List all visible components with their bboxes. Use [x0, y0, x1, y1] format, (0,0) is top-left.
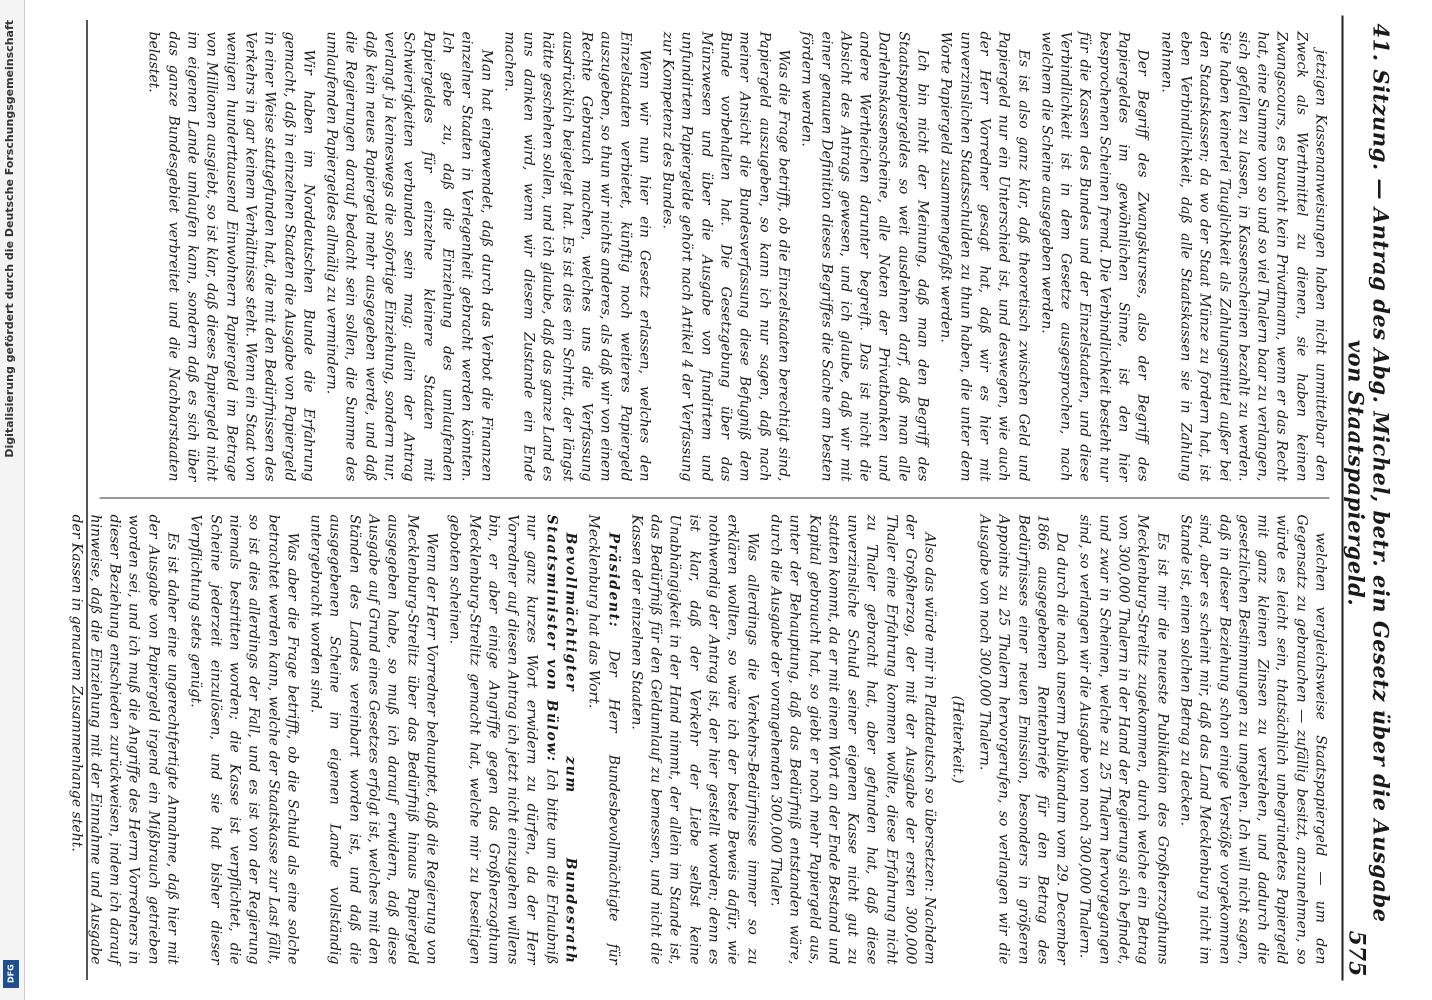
paragraph: Man hat eingewendet, daß durch das Verbot die Finanzen einzelner Staaten in Verlegenheit gebracht werden könnten. Ich gebe zu, daß die Einziehung des umlaufenden Papiergeldes für einzelne kleinere Staaten mit Schwierigkeiten verbunden sein mag; allein der Antrag verlangt ja keineswegs die sofortige Einziehung, sondern nur, daß kein neues Papiergeld mehr ausgegeben werde, und daß die Regierungen darauf bedacht sein sollen, die Summe des umlaufenden Papiergeldes allmälig zu vermindern.: [323, 31, 495, 482]
paragraph: Also das würde mir in Plattdeutsch so übersetzen: Nachdem der Großherzog, der mit der Ausgabe der ersten 300,000 Thaler eine Erfahrung kommen wollte, diese Erfahrung nicht zu Thaler gebracht hat, aber gefunden hat, daß diese unverzinsliche Schuld seiner eigenen Kasse nicht gut zu statten kommt, da er mit einem Wort an der Ende Bestand und Kapital gebraucht hat, so giebt er noch mehr Papiergeld aus, unter der Behauptung, daß das Bedürfniß entstanden wäre, durch die Ausgabe der vorangehenden 300,000 Thaler.: [767, 514, 938, 965]
speaker-name: Präsident:: [605, 532, 622, 629]
left-column: [100, 16, 1330, 499]
running-header: [1342, 16, 1394, 981]
paragraph: Was aber die Frage betrifft, ob die Schuld als eine solche betrachtet werden kann, welche der Staatskasse zur Last fällt, so ist dies allerdings der Fall, und es ist von der Regierung niemals bestritten worden; die Kasse ist verpflichtet, die Scheine jederzeit einzulösen, und sie hat bisher dieser Verpflichtung stets genügt.: [187, 514, 301, 965]
text-columns: [68, 16, 1330, 981]
paragraph: welchen vergleichsweise Staatspapiergeld — um den Gegensatz zu gebrauchen — zufällig besitzt, anzunehmen, so würde es leicht sein, thatsächlich unbegründetes Papiergeld mit ganz kleinen Zinsen zu verstehen, und dadurch die gesetzlichen Bestimmungen zu umgehen. Ich will nicht sagen, daß in dieser Beziehung schon einige Verstöße vorgekommen sind, aber es scheint mir, daß das Land Mecklenburg nicht im Stande ist, einen solchen Betrag zu decken.: [1177, 514, 1329, 965]
paragraph: Wir haben im Norddeutschen Bunde die Erfahrung gemacht, daß in einzelnen Staaten die Ausgabe von Papiergeld in einer Weise stattgefunden hat, die mit den Bedürfnissen des Verkehrs in gar keinem Verhältnisse steht. Wenn ein Staat von wenigen hunderttausend Einwohnern Papiergeld im Betrage von Millionen ausgiebt, so ist klar, daß dieses Papiergeld nicht im eigenen Lande umlaufen kann, sondern daß es sich über das ganze Bundesgebiet verbreitet und die Nachbarstaaten belastet.: [145, 31, 317, 482]
paragraph: Was allerdings die Verkehrs-Bedürfnisse immer so zu erklären wollten, so wäre ich der beste Beweis dafür, wie nothwendig der Antrag ist, der hier gestellt worden; denn es ist klar, daß der Verkehr der Liebe selbst keine Unabhängigkeit in der Hand nimmt, der allein im Stande ist, das Bedürfniß für den Geldumlauf zu bemessen, und nicht die Kassen der einzelnen Staaten.: [628, 514, 761, 965]
dfg-logo: DFG: [3, 960, 19, 988]
speaker-paragraph: [584, 515, 623, 965]
paragraph: Es ist also ganz klar, daß theoretisch zwischen Geld und Papiergeld nur ein Unterschied ist, und deswegen, wie auch der Herr Vorredner gesagt hat, daß wir es hier mit unverzinslichen Staatsschulden zu thun haben, die unter dem Worte Papiergeld zusammengefaßt werden.: [937, 31, 1032, 482]
paragraph: Was die Frage betrifft, ob die Einzelstaaten berechtigt sind, Papiergeld auszugeben, so kann ich nur sagen, daß nach meiner Ansicht die Bundesverfassung diese Befugniß dem Bunde vorbehalten hat. Die Gesetzgebung über das Münzwesen und über die Ausgabe von fundirtem und unfundirtem Papiergelde gehört nach Artikel 4 der Verfassung zur Kompetenz des Bundes.: [659, 31, 792, 482]
paragraph: Wenn der Herr Vorredner behauptet, daß die Regierung von Mecklenburg-Strelitz über das Bedürfniß hinaus Papiergeld ausgegeben habe, so muß ich darauf erwidern, daß diese Ausgabe auf Grund eines Gesetzes erfolgt ist, welches mit den Ständen des Landes vereinbart worden ist, und daß die ausgegebenen Scheine im eigenen Lande vollständig untergebracht worden sind.: [307, 514, 440, 965]
document-sheet: [68, 15, 1394, 980]
interjection: (Heiterkeit.): [949, 695, 966, 784]
paragraph: Wenn wir nun hier ein Gesetz erlassen, welches den Einzelstaaten verbietet, künftig noch weiteres Papiergeld auszugeben, so thun wir nichts anderes, als daß wir von einem Rechte Gebrauch machen, welches uns die Verfassung ausdrücklich beigelegt hat. Es ist dies ein Schritt, der längst hätte geschehen sollen, und ich glaube, daß das ganze Land es uns danken wird, wenn wir diesem Zustande ein Ende machen.: [501, 31, 653, 482]
paragraph: Es ist mir die neueste Publikation des Großherzogthums Mecklenburg-Strelitz zugekommen, durch welche ein Betrag von 300,000 Thalern in der Hand der Regierung sich befindet, und zwar in Scheinen, welche zu 25 Thalern hervorgegangen sind, so verlangen wir die Ausgabe von noch 300,000 Thalern.: [1076, 514, 1171, 965]
paragraph: Da durch die nach unserm Publikandum vom 29. December 1866 ausgegebenen Rentenbriefe für den Betrag des Bedürfnisses einer neuen Emission, besonders in größeren Appoints zu 25 Thalern hervorgerufen, so verlangen wir die Ausgabe von noch 300,000 Thalern.: [976, 514, 1070, 965]
digitization-credit: Digitalisierung gefördert durch die Deutsche Forschungsgemeinschaft: [3, 20, 16, 458]
speaker-paragraph: [444, 515, 579, 965]
speaker-text: Der Herr Bundesbevollmächtigte für Mecklenburg hat das Wort.: [585, 514, 622, 965]
header-title: 41. Sitzung. — Antrag des Abg. Michel, betr. ein Gesetz über die Ausgabe von Staatspapiergeld.: [1343, 23, 1394, 923]
paragraph: Ich bin nicht der Meinung, daß man den Begriff des Staatspapiergeldes so weit ausdehnen darf, daß man alle Darlehnskassenscheine, alle Noten der Privatbanken und andere Wertheichen darunter begreift. Das ist nicht die Absicht des Antrags gewesen, und ich glaube, daß wir mit einer genauen Definition dieses Begriffes die Sache am besten fördern werden.: [798, 31, 931, 482]
paragraph: jetzigen Kassenanweisungen haben nicht unmittelbar den Zweck als Werthmittel zu dienen, sie haben keinen Zwangscours, es braucht kein Privatmann, wenn er das Recht hat, eine Summe von so und so viel Thalern baar zu verlangen, sich gefallen zu lassen, in Kassenscheinen bezahlt zu werden. Sie haben keinerlei Tauglichkeit als Zahlungsmittel außer bei den Staatskassen; da wo der Staat Münze zu fordern hat, ist eben Verbindlichkeit, daß alle Staatskassen sie in Zahlung nehmen.: [1158, 31, 1329, 482]
paragraph: Es ist daher eine ungerechtfertigte Annahme, daß hier mit der Ausgabe von Papiergeld irgend ein Mißbrauch getrieben worden sei, und ich muß die Angriffe des Herrn Vorredners in dieser Beziehung entschieden zurückweisen, indem ich darauf hinweise, daß die Einziehung mit der Einnahme und Ausgabe der Kassen in genauem Zusammenhange steht.: [68, 514, 181, 965]
right-column: [68, 499, 1330, 981]
digitization-credit-strip: [0, 0, 25, 1000]
rotated-page-content: [68, 16, 1394, 981]
speaker-name: Bevollmächtigter zum Bundesrath Staatsminister von Bülow:: [543, 514, 579, 965]
page-number: 575: [1343, 930, 1370, 977]
paragraph: Der Begriff des Zwangskurses, also der Begriff des Papiergeldes im gewöhnlichen Sinne, ist den hier besprochenen Scheinen fremd. Die Verbindlichkeit besteht nur für die Kassen des Bundes und der Einzelstaaten, und diese Verbindlichkeit ist in dem Gesetze ausgesprochen, nach welchem die Scheine ausgegeben werden.: [1038, 31, 1151, 482]
speaker-text: Ich bitte um die Erlaubniß nur ganz kurzes Wort erwidern zu dürfen, da der Herr Vorredner auf diesen Antrag ich jetzt nicht einzugehen willens bin, er aber einige Angriffe gegen das Großherzogthum Mecklenburg-Strelitz gemacht hat, welche mir zu beseitigen geboten scheinen.: [446, 514, 560, 965]
